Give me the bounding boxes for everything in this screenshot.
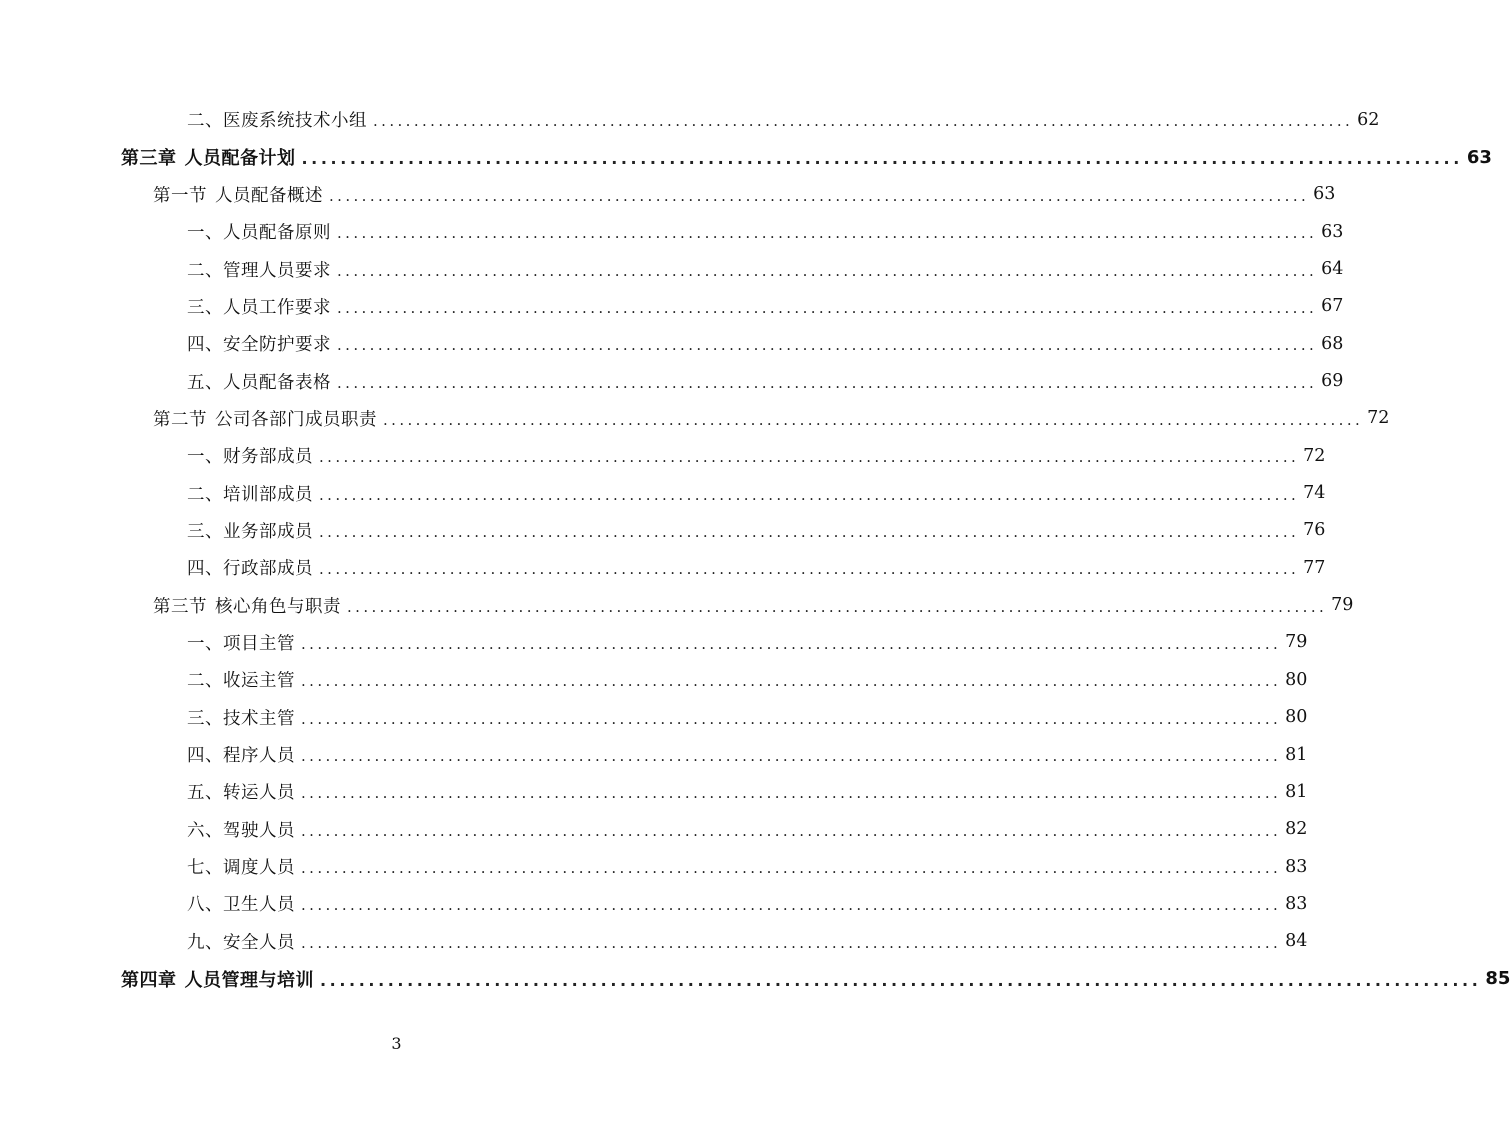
toc-entry-label: 二、医废系统技术小组 [187,111,367,132]
toc-entry-page: 81 [1285,744,1308,765]
toc-entry-item[interactable] [0,250,1344,287]
toc-entry-label: 七、调度人员 [187,858,295,879]
toc-entry-item[interactable] [0,288,1344,325]
toc-dot-leader: ........................................................................................................................ [301,747,1282,766]
toc-entry-page: 63 [1466,146,1492,168]
toc-dot-leader: ........................................................................................................................ [319,448,1300,467]
toc-entry-item[interactable] [0,101,1380,138]
toc-dot-leader: ........................................................................................................................ [319,522,1300,541]
toc-entry-page: 72 [1303,445,1326,466]
toc-entry-item[interactable] [0,624,1308,661]
toc-entry-item[interactable] [0,474,1326,511]
toc-entry-page: 68 [1321,333,1344,354]
toc-entry-page: 83 [1285,856,1308,877]
toc-entry-label: 五、转运人员 [187,783,295,804]
toc-entry-section[interactable] [0,176,1336,213]
toc-dot-leader: ........................................................................................................................ [337,336,1318,355]
toc-entry-item[interactable] [0,213,1344,250]
toc-entry-label: 三、业务部成员 [187,521,313,542]
toc-entry-label: 二、收运主管 [187,671,295,692]
toc-entry-chapter[interactable] [0,138,1492,175]
toc-entry-page: 63 [1321,221,1344,242]
toc-entry-label: 二、培训部成员 [187,484,313,505]
page-number: 3 [391,1034,402,1053]
toc-dot-leader: ........................................................................................................................ [301,784,1282,803]
toc-entry-label: 三、技术主管 [187,708,295,729]
toc-entry-page: 72 [1367,408,1390,429]
toc-dot-leader: ........................................................................................................................ [301,933,1282,952]
toc-entry-label: 一、项目主管 [187,633,295,654]
toc-entry-label: 第二节 公司各部门成员职责 [153,409,377,430]
toc-dot-leader: ........................................................................................................................ [320,970,1482,990]
toc-entry-label: 第三章 人员配备计划 [121,148,296,170]
toc-entry-page: 85 [1485,968,1510,990]
toc-dot-leader: ........................................................................................................................ [319,560,1300,579]
toc-entry-item[interactable] [0,848,1308,885]
toc-entry-label: 第三节 核心角色与职责 [153,596,341,617]
toc-entry-item[interactable] [0,325,1344,362]
toc-entry-item[interactable] [0,736,1308,773]
toc-entry-label: 三、人员工作要求 [187,297,331,318]
toc-entry-item[interactable] [0,773,1308,810]
toc-entry-item[interactable] [0,661,1308,698]
toc-entry-label: 一、财务部成员 [187,447,313,468]
toc-entry-label: 九、安全人员 [187,932,295,953]
toc-entry-label: 四、行政部成员 [187,559,313,580]
toc-dot-leader: ........................................................................................................................ [329,186,1310,205]
toc-entry-section[interactable] [0,400,1390,437]
toc-dot-leader: ........................................................................................................................ [347,597,1328,616]
toc-entry-page: 62 [1357,109,1380,130]
toc-entry-page: 67 [1321,296,1344,317]
toc-entry-label: 五、人员配备表格 [187,372,331,393]
toc-entry-chapter[interactable] [0,960,1510,997]
toc-dot-leader: ........................................................................................................................ [301,634,1282,653]
toc-entry-page: 80 [1285,707,1308,728]
toc-entry-page: 83 [1285,893,1308,914]
toc-entry-page: 79 [1285,632,1308,653]
table-of-contents [0,101,1510,997]
toc-entry-page: 69 [1321,371,1344,392]
toc-dot-leader: ........................................................................................................................ [373,112,1354,131]
toc-entry-item[interactable] [0,885,1308,922]
toc-entry-item[interactable] [0,512,1326,549]
toc-entry-item[interactable] [0,437,1326,474]
toc-entry-page: 76 [1303,520,1326,541]
toc-dot-leader: ........................................................................................................................ [337,224,1318,243]
toc-entry-label: 第四章 人员管理与培训 [121,969,314,991]
toc-dot-leader: ........................................................................................................................ [301,149,1463,169]
toc-entry-page: 63 [1313,184,1336,205]
toc-entry-page: 64 [1321,259,1344,280]
toc-dot-leader: ........................................................................................................................ [301,672,1282,691]
toc-dot-leader: ........................................................................................................................ [337,298,1318,317]
toc-dot-leader: ........................................................................................................................ [301,859,1282,878]
toc-dot-leader: ........................................................................................................................ [301,709,1282,728]
toc-dot-leader: ........................................................................................................................ [337,261,1318,280]
toc-entry-page: 74 [1303,483,1326,504]
toc-dot-leader: ........................................................................................................................ [301,821,1282,840]
toc-entry-page: 77 [1303,557,1326,578]
toc-entry-page: 84 [1285,931,1308,952]
toc-entry-item[interactable] [0,362,1344,399]
toc-entry-item[interactable] [0,549,1326,586]
toc-entry-label: 四、安全防护要求 [187,335,331,356]
toc-entry-label: 二、管理人员要求 [187,260,331,281]
toc-dot-leader: ........................................................................................................................ [383,410,1364,429]
toc-entry-label: 第一节 人员配备概述 [153,185,323,206]
toc-dot-leader: ........................................................................................................................ [301,896,1282,915]
toc-entry-page: 80 [1285,669,1308,690]
toc-dot-leader: ........................................................................................................................ [319,485,1300,504]
toc-entry-label: 六、驾驶人员 [187,820,295,841]
toc-entry-item[interactable] [0,699,1308,736]
toc-entry-label: 一、人员配备原则 [187,223,331,244]
toc-entry-page: 82 [1285,819,1308,840]
toc-entry-item[interactable] [0,811,1308,848]
toc-entry-page: 79 [1331,595,1354,616]
toc-dot-leader: ........................................................................................................................ [337,373,1318,392]
toc-entry-label: 八、卫生人员 [187,895,295,916]
toc-entry-section[interactable] [0,586,1354,623]
toc-entry-item[interactable] [0,923,1308,960]
toc-entry-page: 81 [1285,781,1308,802]
toc-entry-label: 四、程序人员 [187,746,295,767]
